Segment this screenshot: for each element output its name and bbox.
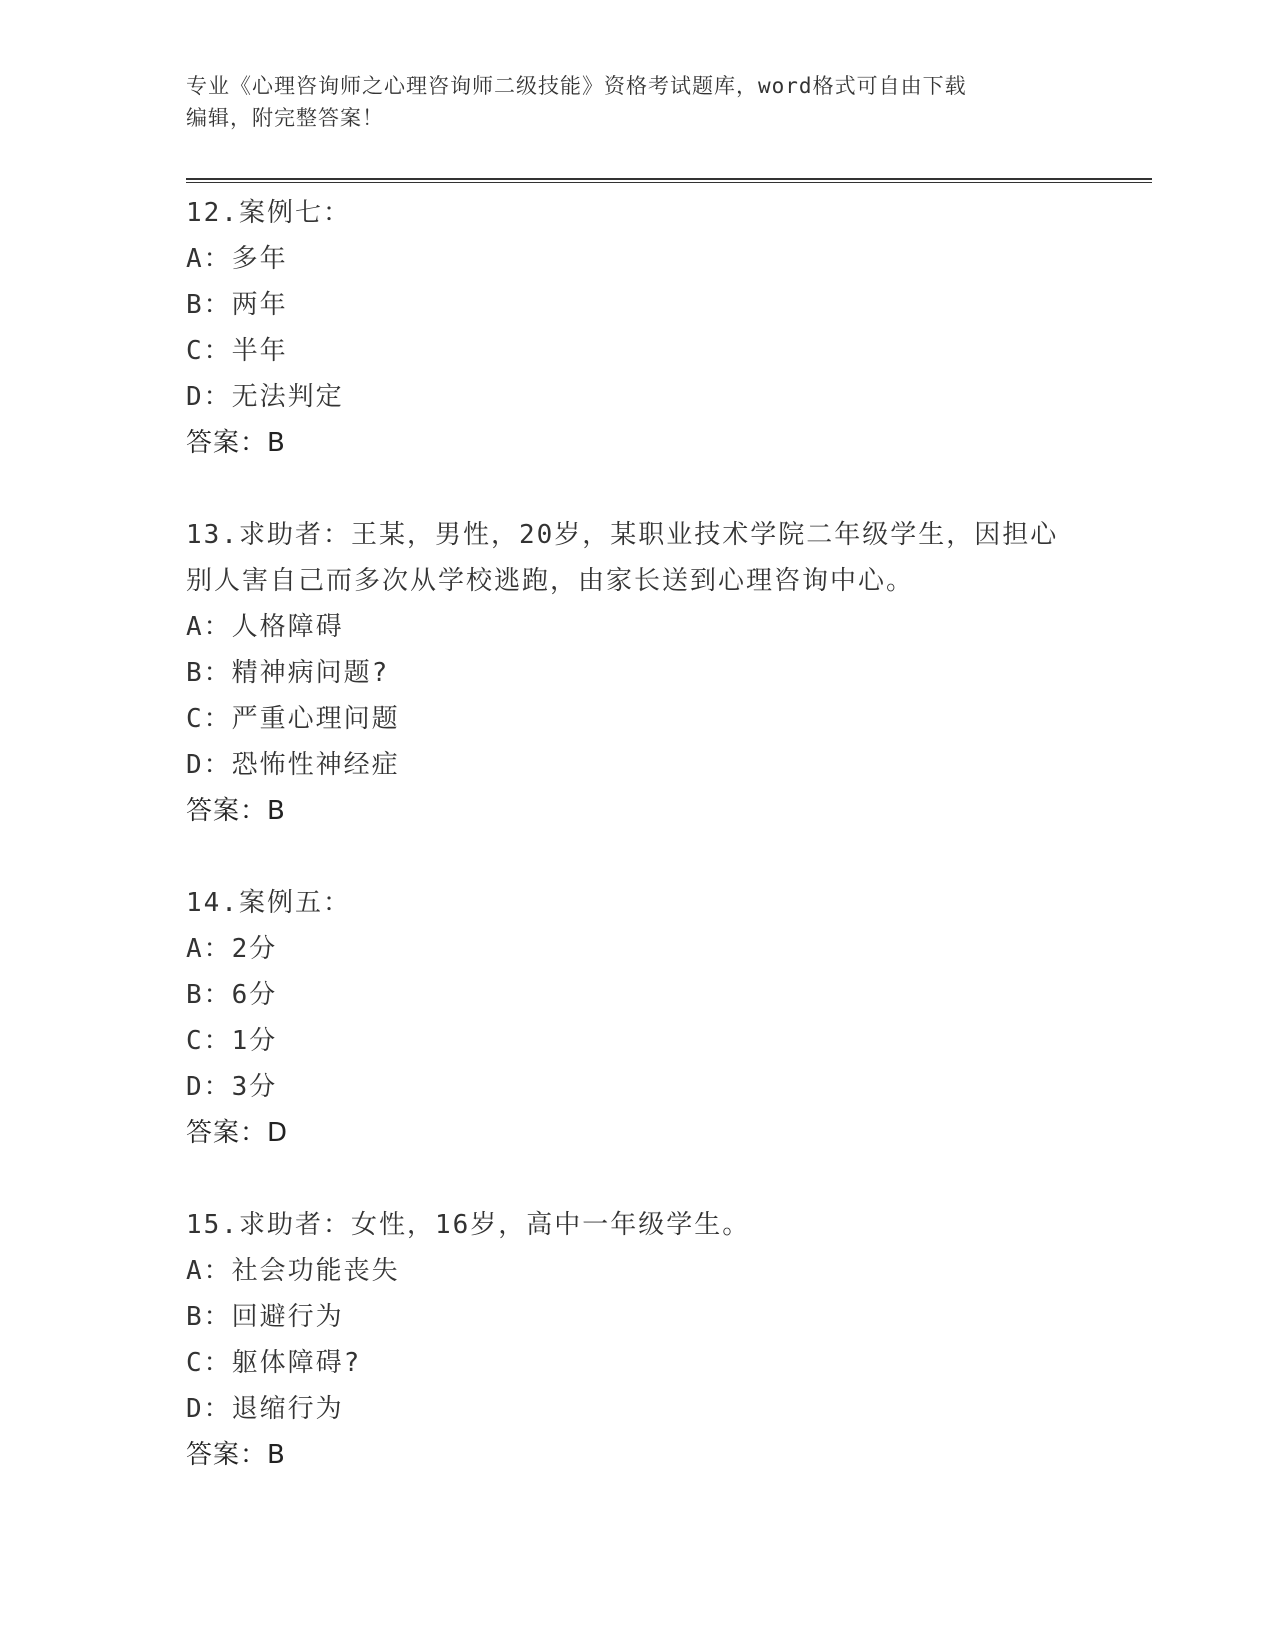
question-14 (186, 880, 1086, 1156)
option-c: C：半年 (186, 336, 288, 366)
question-stem: 15.求助者：女性，16岁，高中一年级学生。 (186, 1210, 751, 1240)
option-a: A：多年 (186, 244, 288, 274)
option-b: B：回避行为 (186, 1302, 344, 1332)
question-15 (186, 1202, 1086, 1478)
header-divider-thick (186, 178, 1152, 180)
header-line-2: 编辑，附完整答案！ (186, 106, 384, 130)
header-line-1: 专业《心理咨询师之心理咨询师二级技能》资格考试题库，word格式可自由下载 (186, 74, 967, 98)
option-d: D：恐怖性神经症 (186, 750, 400, 780)
option-b: B：两年 (186, 290, 288, 320)
question-stem: 12.案例七： (186, 198, 351, 228)
option-c: C：躯体障碍? (186, 1348, 362, 1378)
question-13 (186, 512, 1086, 834)
option-d: D：无法判定 (186, 382, 344, 412)
option-c: C：1分 (186, 1026, 278, 1056)
option-b: B：6分 (186, 980, 278, 1010)
header-divider-thin (186, 182, 1152, 183)
answer-label: 答案：D (186, 1118, 289, 1148)
question-12 (186, 190, 1086, 466)
answer-label: 答案：B (186, 796, 286, 826)
document-header (186, 70, 1086, 134)
option-a: A：社会功能丧失 (186, 1256, 400, 1286)
answer-label: 答案：B (186, 428, 286, 458)
question-list (186, 190, 1086, 1524)
option-c: C：严重心理问题 (186, 704, 400, 734)
answer-label: 答案：B (186, 1440, 286, 1470)
question-stem: 13.求助者：王某，男性，20岁，某职业技术学院二年级学生，因担心别人害自己而多次从学校逃跑，由家长送到心理咨询中心。 (186, 520, 1059, 596)
option-a: A：2分 (186, 934, 278, 964)
option-b: B：精神病问题? (186, 658, 390, 688)
question-stem: 14.案例五： (186, 888, 351, 918)
option-a: A：人格障碍 (186, 612, 344, 642)
option-d: D：退缩行为 (186, 1394, 344, 1424)
option-d: D：3分 (186, 1072, 278, 1102)
